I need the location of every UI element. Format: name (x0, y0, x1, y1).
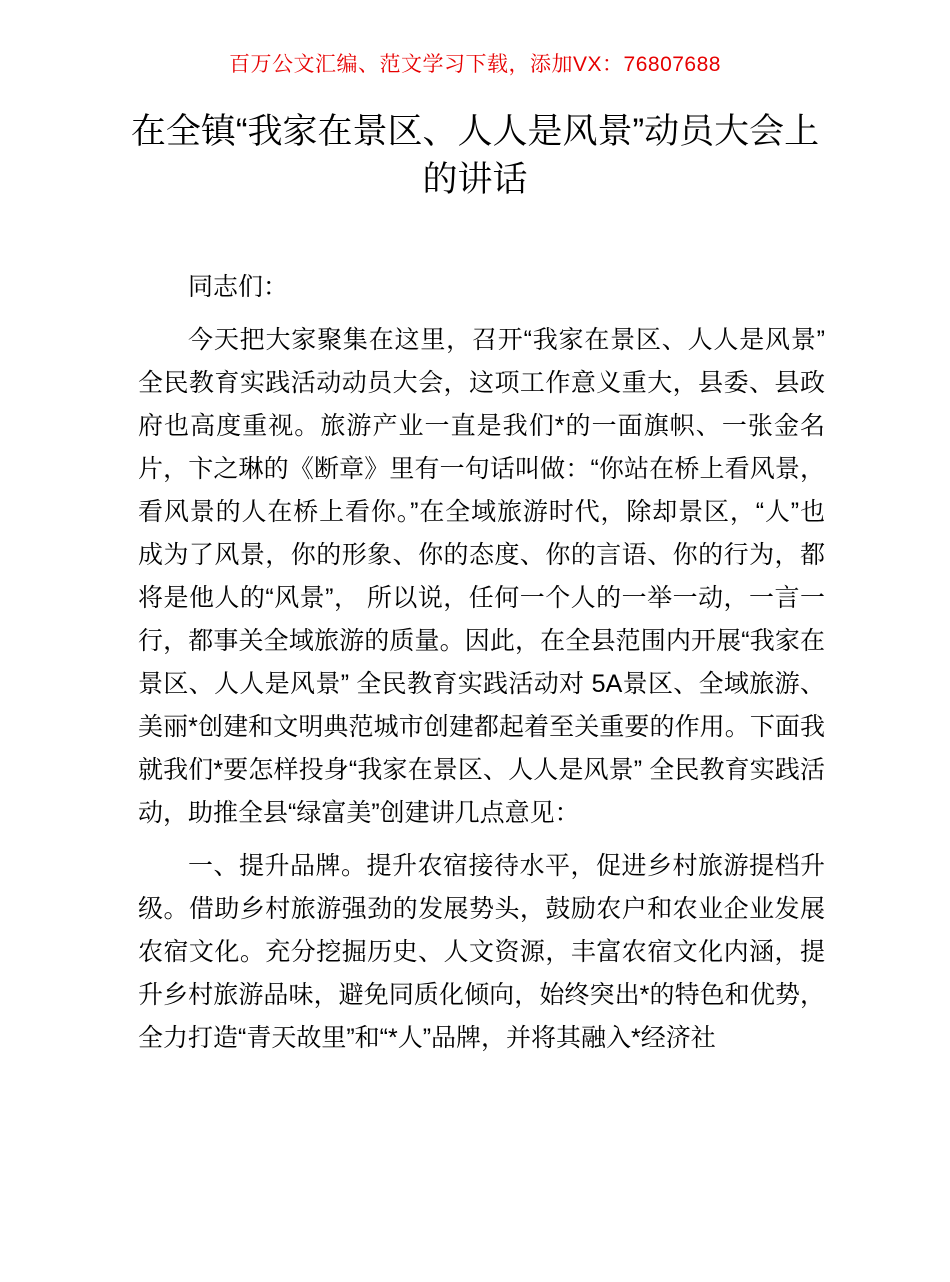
document-page (0, 52, 950, 1282)
paragraph-point-one: 一、提升品牌。提升农宿接待水平，促进乡村旅游提档升级。借助乡村旅游强劲的发展势头，鼓励农户和农业企业发展农宿文化。充分挖掘历史、人文资源，丰富农宿文化内涵，提升乡村旅游品味，避免同质化倾向，始终突出*的特色和优势，全力打造“青天故里”和“*人”品牌，并将其融入*经济社 (138, 852, 825, 1052)
salutation: 同志们： (188, 273, 289, 301)
paragraph-intro: 今天把大家聚集在这里，召开“我家在景区、人人是风景” 全民教育实践活动动员大会，这项工作意义重大，县委、县政府也高度重视。旅游产业一直是我们*的一面旗帜、一张金名片，卞之琳的《断章》里有一句话叫做：“你站在桥上看风景，看风景的人在桥上看你。”在全域旅游时代，除却景区，“人”也成为了风景，你的形象、你的态度、你的言语、你的行为，都将是他人的“风景”， 所以说，任何一个人的一举一动，一言一行，都事关全域旅游的质量。因此，在全县范围内开展“我家在景区、人人是风景” 全民教育实践活动对 5A景区、全域旅游、美丽*创建和文明典范城市创建都起着至关重要的作用。下面我就我们*要怎样投身“我家在景区、人人是风景” 全民教育实践活动，助推全县“绿富美”创建讲几点意见： (138, 326, 825, 827)
page-title: 在全镇“我家在景区、人人是风景”动员大会上的讲话 (130, 112, 820, 199)
promo-header-text: 百万公文汇编、范文学习下载，添加VX：76807688 (229, 53, 721, 76)
document-body (138, 266, 825, 1060)
